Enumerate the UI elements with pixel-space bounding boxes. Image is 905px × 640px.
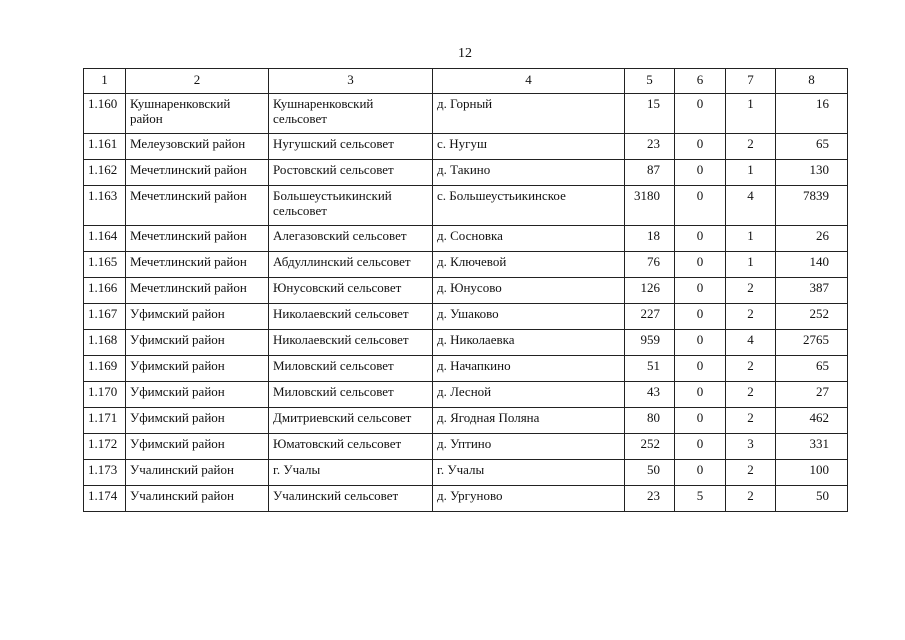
cell-value-col6: 5 (675, 486, 726, 512)
cell-value-col8: 65 (776, 134, 848, 160)
table-row (84, 460, 848, 486)
cell-row-number: 1.166 (84, 278, 126, 304)
cell-district: Уфимский район (126, 330, 269, 356)
cell-value-col7: 3 (726, 434, 776, 460)
cell-row-number: 1.170 (84, 382, 126, 408)
cell-value-col8: 7839 (776, 186, 848, 226)
cell-district: Уфимский район (126, 382, 269, 408)
cell-district: Уфимский район (126, 356, 269, 382)
cell-value-col6: 0 (675, 252, 726, 278)
cell-district: Мечетлинский район (126, 160, 269, 186)
cell-value-col7: 1 (726, 252, 776, 278)
cell-value-col8: 462 (776, 408, 848, 434)
cell-value-col5: 80 (625, 408, 675, 434)
header-cell: 4 (433, 69, 625, 94)
cell-row-number: 1.164 (84, 226, 126, 252)
cell-settlement: д. Ягодная Поляна (433, 408, 625, 434)
cell-municipality: Николаевский сельсовет (269, 330, 433, 356)
table-row (84, 226, 848, 252)
cell-value-col8: 130 (776, 160, 848, 186)
table-row (84, 408, 848, 434)
table-row (84, 304, 848, 330)
cell-row-number: 1.171 (84, 408, 126, 434)
cell-municipality: Абдуллинский сельсовет (269, 252, 433, 278)
cell-value-col6: 0 (675, 186, 726, 226)
cell-row-number: 1.169 (84, 356, 126, 382)
cell-row-number: 1.165 (84, 252, 126, 278)
cell-value-col5: 50 (625, 460, 675, 486)
table-row (84, 160, 848, 186)
cell-municipality: Нугушский сельсовет (269, 134, 433, 160)
cell-municipality: Большеустьикинский сельсовет (269, 186, 433, 226)
cell-municipality: Миловский сельсовет (269, 356, 433, 382)
cell-value-col8: 16 (776, 94, 848, 134)
header-row (84, 69, 848, 94)
cell-value-col6: 0 (675, 356, 726, 382)
header-cell: 6 (675, 69, 726, 94)
cell-value-col5: 15 (625, 94, 675, 134)
header-cell: 3 (269, 69, 433, 94)
cell-municipality: Учалинский сельсовет (269, 486, 433, 512)
table-row (84, 252, 848, 278)
cell-value-col6: 0 (675, 460, 726, 486)
table-row (84, 356, 848, 382)
cell-value-col6: 0 (675, 94, 726, 134)
cell-settlement: д. Такино (433, 160, 625, 186)
cell-municipality: Ростовский сельсовет (269, 160, 433, 186)
cell-value-col7: 1 (726, 160, 776, 186)
cell-value-col7: 1 (726, 94, 776, 134)
cell-settlement: д. Ургуново (433, 486, 625, 512)
cell-district: Мечетлинский район (126, 186, 269, 226)
table-row (84, 330, 848, 356)
cell-settlement: д. Сосновка (433, 226, 625, 252)
cell-value-col6: 0 (675, 330, 726, 356)
cell-value-col7: 4 (726, 186, 776, 226)
cell-value-col5: 227 (625, 304, 675, 330)
cell-value-col7: 2 (726, 278, 776, 304)
cell-value-col5: 126 (625, 278, 675, 304)
cell-district: Учалинский район (126, 486, 269, 512)
cell-value-col8: 387 (776, 278, 848, 304)
cell-row-number: 1.161 (84, 134, 126, 160)
cell-row-number: 1.167 (84, 304, 126, 330)
cell-settlement: д. Николаевка (433, 330, 625, 356)
table-row (84, 278, 848, 304)
cell-settlement: г. Учалы (433, 460, 625, 486)
cell-value-col8: 65 (776, 356, 848, 382)
cell-row-number: 1.162 (84, 160, 126, 186)
cell-value-col5: 23 (625, 486, 675, 512)
cell-value-col7: 2 (726, 382, 776, 408)
cell-value-col6: 0 (675, 226, 726, 252)
cell-value-col6: 0 (675, 278, 726, 304)
cell-district: Учалинский район (126, 460, 269, 486)
cell-value-col8: 2765 (776, 330, 848, 356)
cell-value-col7: 2 (726, 486, 776, 512)
cell-district: Кушнаренковский район (126, 94, 269, 134)
header-cell: 7 (726, 69, 776, 94)
cell-district: Уфимский район (126, 408, 269, 434)
cell-district: Мечетлинский район (126, 226, 269, 252)
cell-district: Мечетлинский район (126, 252, 269, 278)
table-row (84, 186, 848, 226)
cell-value-col8: 27 (776, 382, 848, 408)
table-row (84, 134, 848, 160)
cell-row-number: 1.174 (84, 486, 126, 512)
cell-settlement: с. Большеустьикинское (433, 186, 625, 226)
cell-municipality: Дмитриевский сельсовет (269, 408, 433, 434)
cell-settlement: д. Юнусово (433, 278, 625, 304)
cell-district: Мечетлинский район (126, 278, 269, 304)
table-row (84, 94, 848, 134)
cell-value-col6: 0 (675, 408, 726, 434)
cell-value-col5: 43 (625, 382, 675, 408)
header-cell: 2 (126, 69, 269, 94)
cell-settlement: д. Начапкино (433, 356, 625, 382)
cell-row-number: 1.160 (84, 94, 126, 134)
cell-value-col5: 959 (625, 330, 675, 356)
cell-municipality: Миловский сельсовет (269, 382, 433, 408)
header-cell: 1 (84, 69, 126, 94)
table-row (84, 434, 848, 460)
cell-municipality: Кушнаренковский сельсовет (269, 94, 433, 134)
cell-district: Уфимский район (126, 434, 269, 460)
cell-value-col7: 2 (726, 356, 776, 382)
cell-value-col7: 2 (726, 304, 776, 330)
cell-value-col5: 51 (625, 356, 675, 382)
header-cell: 5 (625, 69, 675, 94)
cell-value-col8: 331 (776, 434, 848, 460)
table-row (84, 486, 848, 512)
cell-row-number: 1.168 (84, 330, 126, 356)
cell-value-col5: 3180 (625, 186, 675, 226)
cell-value-col6: 0 (675, 160, 726, 186)
cell-value-col6: 0 (675, 382, 726, 408)
cell-value-col7: 2 (726, 408, 776, 434)
data-table (83, 68, 848, 512)
cell-value-col7: 4 (726, 330, 776, 356)
cell-municipality: г. Учалы (269, 460, 433, 486)
cell-settlement: д. Ключевой (433, 252, 625, 278)
cell-value-col6: 0 (675, 434, 726, 460)
cell-settlement: д. Ушаково (433, 304, 625, 330)
cell-value-col7: 1 (726, 226, 776, 252)
cell-value-col5: 252 (625, 434, 675, 460)
cell-settlement: д. Уптино (433, 434, 625, 460)
cell-value-col8: 50 (776, 486, 848, 512)
cell-value-col8: 26 (776, 226, 848, 252)
header-cell: 8 (776, 69, 848, 94)
cell-value-col5: 76 (625, 252, 675, 278)
cell-municipality: Юматовский сельсовет (269, 434, 433, 460)
cell-settlement: д. Лесной (433, 382, 625, 408)
cell-value-col6: 0 (675, 304, 726, 330)
cell-value-col8: 140 (776, 252, 848, 278)
cell-municipality: Николаевский сельсовет (269, 304, 433, 330)
cell-row-number: 1.172 (84, 434, 126, 460)
cell-value-col8: 100 (776, 460, 848, 486)
cell-value-col7: 2 (726, 460, 776, 486)
cell-settlement: с. Нугуш (433, 134, 625, 160)
cell-value-col5: 18 (625, 226, 675, 252)
cell-row-number: 1.173 (84, 460, 126, 486)
cell-municipality: Юнусовский сельсовет (269, 278, 433, 304)
cell-settlement: д. Горный (433, 94, 625, 134)
cell-municipality: Алегазовский сельсовет (269, 226, 433, 252)
cell-value-col7: 2 (726, 134, 776, 160)
cell-value-col8: 252 (776, 304, 848, 330)
cell-value-col5: 23 (625, 134, 675, 160)
page-number: 12 (458, 46, 472, 61)
cell-value-col6: 0 (675, 134, 726, 160)
cell-district: Мелеузовский район (126, 134, 269, 160)
cell-row-number: 1.163 (84, 186, 126, 226)
cell-district: Уфимский район (126, 304, 269, 330)
table-row (84, 382, 848, 408)
cell-value-col5: 87 (625, 160, 675, 186)
